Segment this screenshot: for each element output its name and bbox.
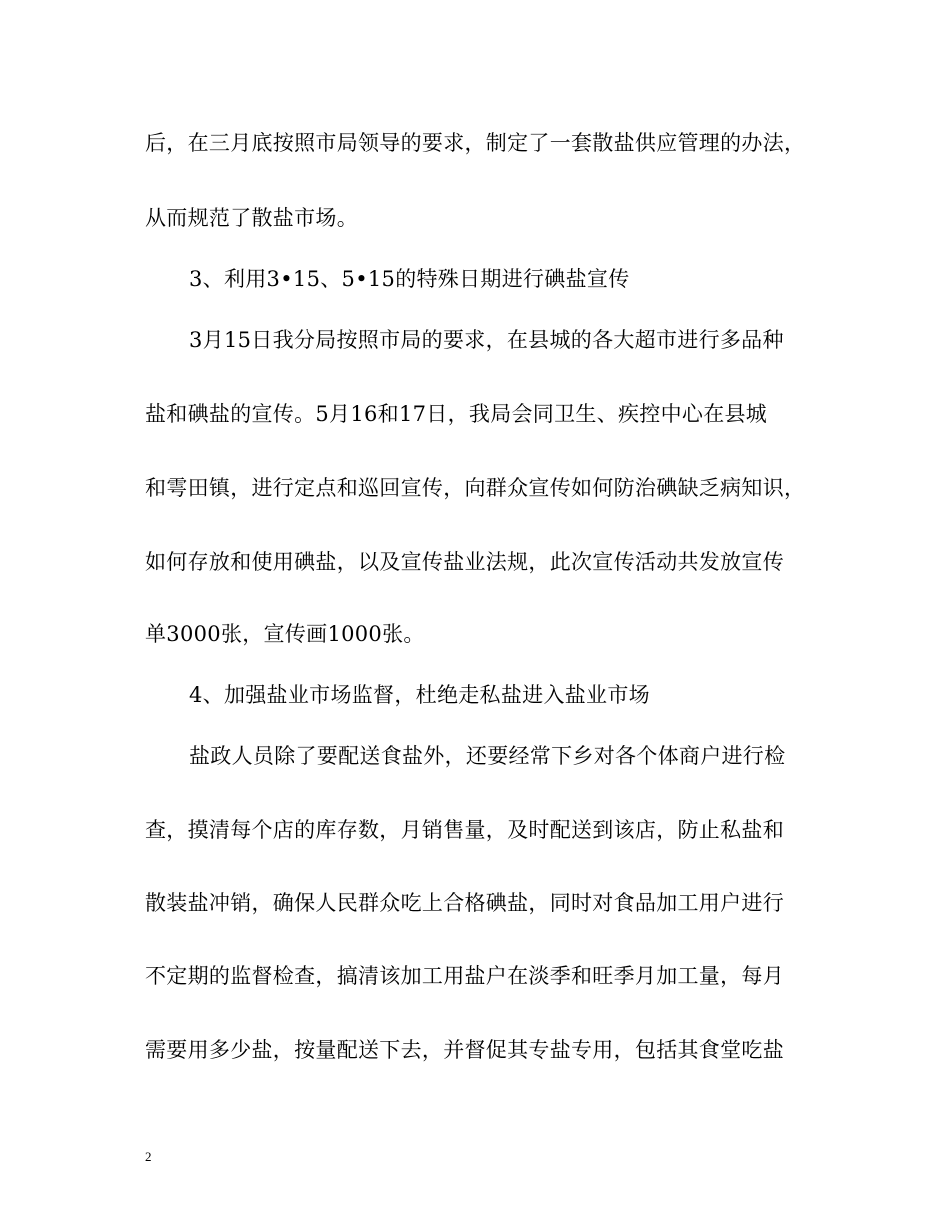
text-line-14: 需要用多少盐，按量配送下去，并督促其专盐专用，包括其食堂吃盐 [145, 1038, 784, 1062]
text-line-12: 散装盐冲销，确保人民群众吃上合格碘盐，同时对食品加工用户进行 [145, 891, 784, 915]
page-number: 2 [145, 1149, 152, 1164]
text-line-10: 盐政人员除了要配送食盐外，还要经常下乡对各个体商户进行检 [189, 744, 786, 768]
text-line-5: 盐和碘盐的宣传。5月16和17日，我局会同卫生、疾控中心在县城 [145, 402, 768, 426]
text-line-8: 单3000张，宣传画1000张。 [145, 622, 425, 646]
text-line-4: 3月15日我分局按照市局的要求，在县城的各大超市进行多品种 [189, 328, 784, 352]
section-heading-3: 3、利用3•15、5•15的特殊日期进行碘盐宣传 [189, 267, 630, 291]
text-line-7: 如何存放和使用碘盐，以及宣传盐业法规，此次宣传活动共发放宣传 [145, 550, 784, 574]
section-heading-4: 4、加强盐业市场监督，杜绝走私盐进入盐业市场 [189, 683, 650, 707]
text-line-1: 后，在三月底按照市局领导的要求，制定了一套散盐供应管理的办法， [145, 131, 806, 155]
text-line-11: 查，摸清每个店的库存数，月销售量，及时配送到该店，防止私盐和 [145, 818, 784, 842]
text-line-2: 从而规范了散盐市场。 [145, 206, 358, 230]
text-line-13: 不定期的监督检查，搞清该加工用盐户在淡季和旺季月加工量，每月 [145, 964, 784, 988]
text-line-6: 和雩田镇，进行定点和巡回宣传，向群众宣传如何防治碘缺乏病知识， [145, 476, 806, 500]
